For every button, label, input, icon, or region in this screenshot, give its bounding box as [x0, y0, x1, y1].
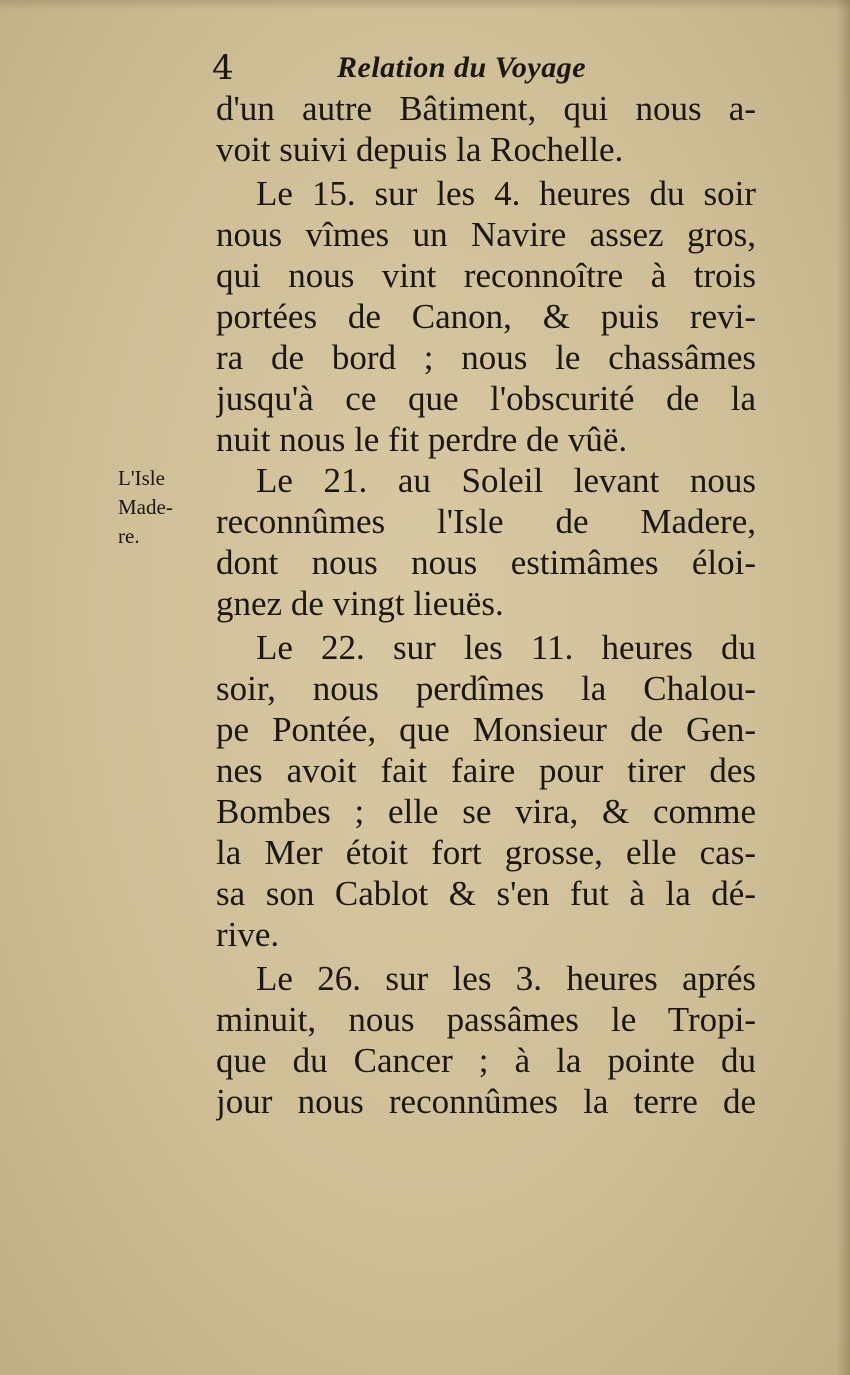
text-line: minuit, nous passâmes le Tropi-: [216, 1000, 756, 1039]
text-line: qui nous vint reconnoître à trois: [216, 256, 756, 295]
text-line: rive.: [216, 915, 280, 954]
text-line: reconnûmes l'Isle de Madere,: [216, 502, 756, 541]
text-line: pe Pontée, que Monsieur de Gen-: [216, 710, 756, 749]
text-line: d'un autre Bâtiment, qui nous a-: [216, 89, 756, 128]
text-line: sa son Cablot & s'en fut à la dé-: [216, 874, 756, 913]
text-line: que du Cancer ; à la pointe du: [216, 1041, 756, 1080]
page-number: 4: [212, 48, 234, 88]
text-line: ra de bord ; nous le chassâmes: [216, 338, 756, 377]
text-line: nous vîmes un Navire assez gros,: [216, 215, 756, 254]
text-line: soir, nous perdîmes la Chalou-: [216, 669, 756, 708]
text-line: Le 22. sur les 11. heures du: [256, 628, 756, 667]
text-line: jusqu'à ce que l'obscurité de la: [216, 379, 756, 418]
text-line: nes avoit fait faire pour tirer des: [216, 751, 756, 790]
margin-note-line: L'Isle: [118, 466, 165, 490]
text-line: portées de Canon, & puis revi-: [216, 297, 756, 336]
page-top-shadow: [0, 0, 850, 10]
text-line: gnez de vingt lieuës.: [216, 584, 504, 623]
text-line: jour nous reconnûmes la terre de: [216, 1082, 756, 1121]
margin-note-line: re.: [118, 524, 140, 548]
text-line: Le 15. sur les 4. heures du soir: [256, 174, 756, 213]
text-line: Bombes ; elle se vira, & comme: [216, 792, 756, 831]
text-line: dont nous nous estimâmes éloi-: [216, 543, 756, 582]
text-line: Le 26. sur les 3. heures aprés: [256, 959, 756, 998]
body-text: [216, 88, 756, 1122]
text-line: nuit nous le fit perdre de vûë.: [216, 420, 628, 459]
margin-note-line: Made-: [118, 495, 173, 519]
margin-note: [118, 464, 208, 551]
text-line: Le 21. au Soleil levant nous: [256, 461, 756, 500]
page-header: [212, 48, 632, 88]
text-line: la Mer étoit fort grosse, elle cas-: [216, 833, 756, 872]
text-line: voit suivi depuis la Rochelle.: [216, 130, 624, 169]
running-title: Relation du Voyage: [337, 51, 587, 84]
page-right-shadow: [836, 0, 850, 1375]
